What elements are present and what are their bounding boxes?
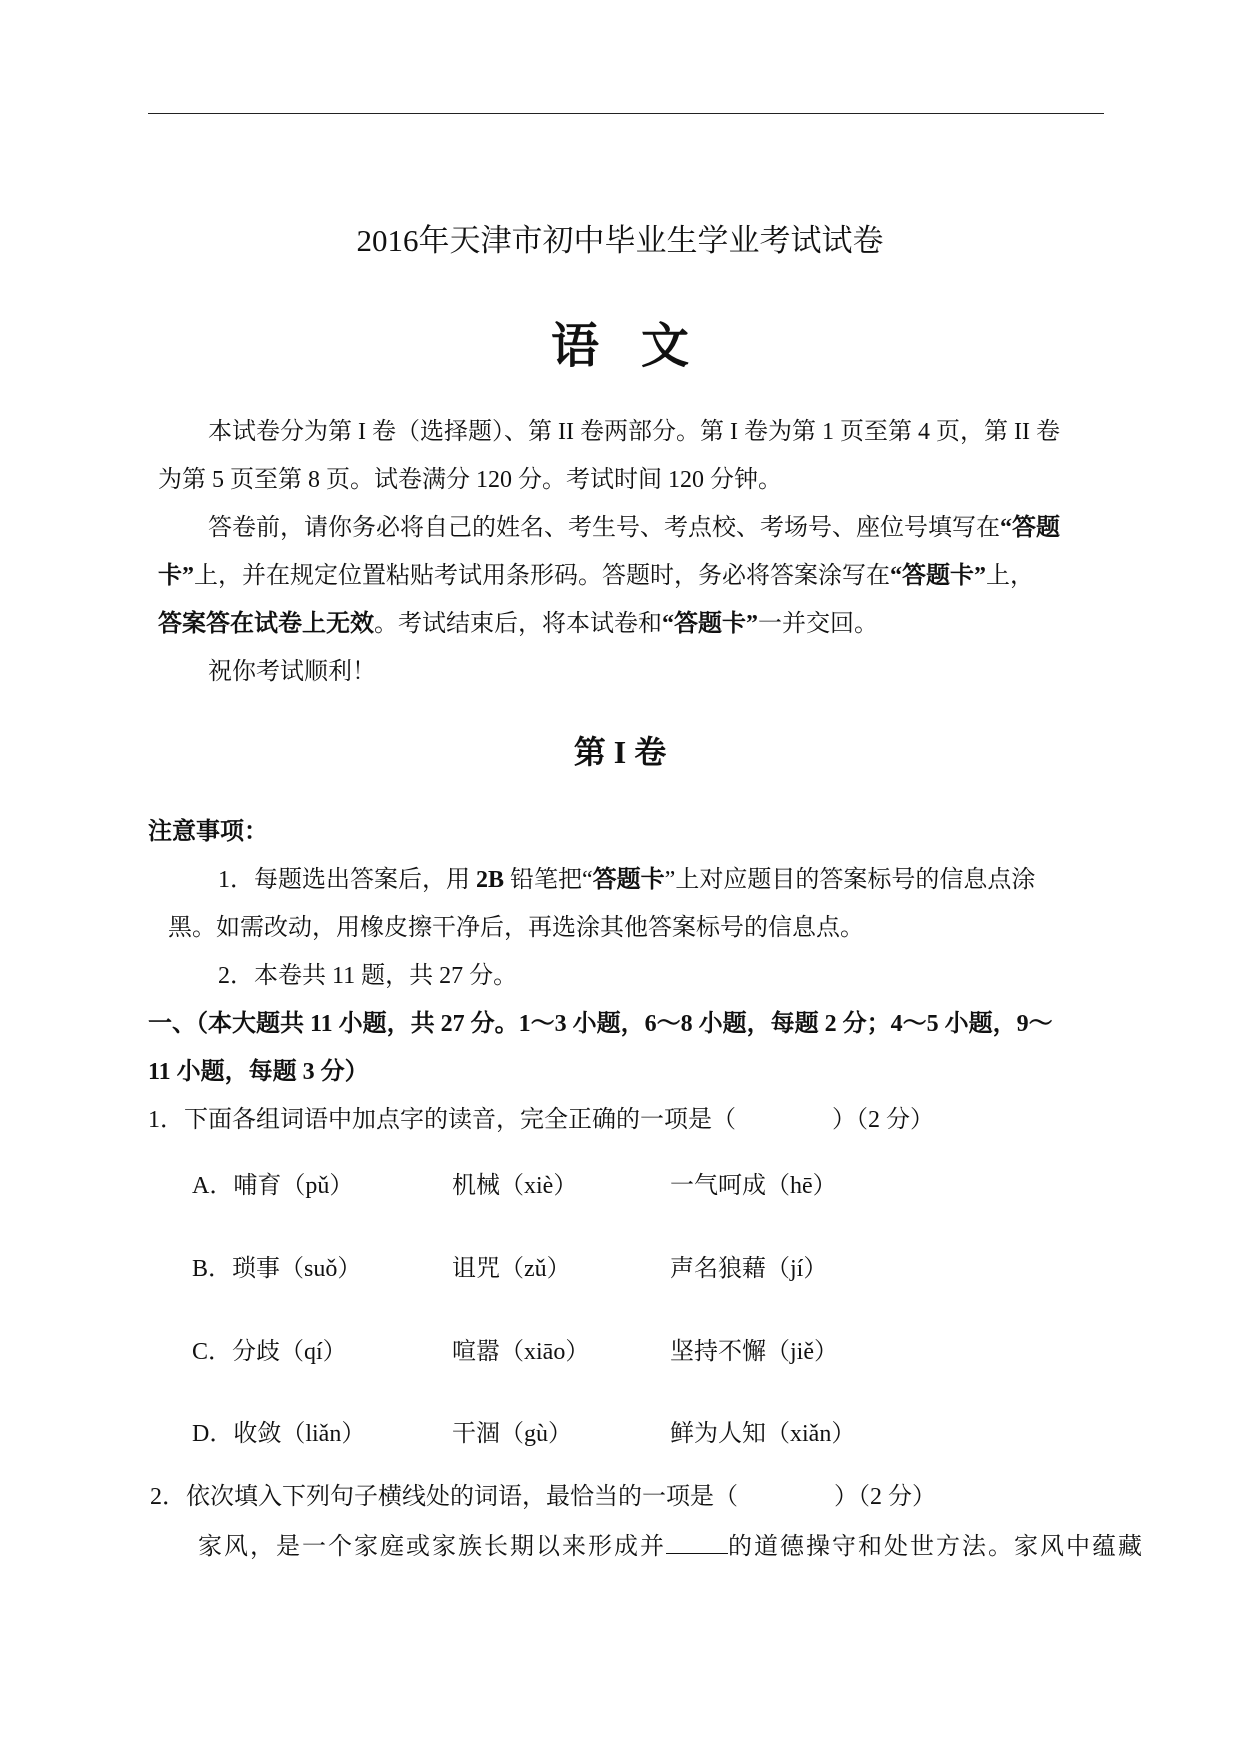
q1-option-c: C．分歧（qí） [192, 1339, 347, 1365]
header-rule [148, 113, 1104, 114]
q1-option-a-word2: 机械（xiè） [452, 1173, 578, 1199]
intro-wish: 祝你考试顺利！ [208, 659, 376, 685]
q1-option-d-word2: 干涸（gù） [452, 1421, 572, 1447]
volume-title: 第 I 卷 [573, 734, 667, 770]
question-2-passage-line1 [198, 1532, 1144, 1561]
section-1-header-line2: 11 小题，每题 3 分） [148, 1059, 369, 1085]
q1-option-a-word3: 一气呵成（hē） [670, 1173, 837, 1199]
intro-p2-text: 答卷前，请你务必将自己的姓名、考生号、考点校、考场号、座位号填写在 [208, 515, 1000, 541]
question-2-stem: 2．依次填入下列句子横线处的词语，最恰当的一项是（ ）（2 分） [150, 1484, 936, 1510]
pencil-type: 2B [476, 867, 505, 893]
section-1-header-line1: 一、（本大题共 11 小题，共 27 分。1～3 小题，6～8 小题，每题 2 分；4～5 小题，9～ [148, 1011, 1053, 1037]
notice-text: ”上对应题目的答案标号的信息点涂 [664, 867, 1036, 893]
notice-item-1-line2: 黑。如需改动，用橡皮擦干净后，再选涂其他答案标号的信息点。 [168, 915, 864, 941]
q1-option-b-word3: 声名狼藉（jí） [670, 1256, 828, 1282]
q1-option-c-word3: 坚持不懈（jiě） [670, 1339, 838, 1365]
q1-option-d-word3: 鲜为人知（xiǎn） [670, 1421, 856, 1447]
q1-option-b: B．琐事（suǒ） [192, 1256, 362, 1282]
intro-p2-text: 上， [986, 563, 1034, 589]
notice-item-2: 2．本卷共 11 题，共 27 分。 [218, 963, 518, 989]
answer-card-emphasis: “答题卡” [890, 563, 986, 589]
answer-card-emphasis: 答题卡 [592, 867, 665, 893]
q1-option-c-word2: 喧嚣（xiāo） [452, 1339, 590, 1365]
subject-title: 语文 [550, 320, 731, 373]
passage-text: 家风，是一个家庭或家族长期以来形成并 [198, 1532, 666, 1560]
fill-blank [666, 1533, 728, 1554]
intro-p2-text: 一并交回。 [758, 611, 878, 637]
intro-p1-line2: 为第 5 页至第 8 页。试卷满分 120 分。考试时间 120 分钟。 [158, 467, 782, 493]
exam-title: 2016年天津市初中毕业生学业考试试卷 [356, 223, 884, 258]
invalid-answer-emphasis: 答案答在试卷上无效 [158, 611, 374, 637]
intro-p2-line1 [208, 514, 1060, 543]
notice-text: 1．每题选出答案后，用 [218, 867, 476, 893]
notice-text: 铅笔把“ [504, 867, 593, 893]
intro-p1-line1: 本试卷分为第 I 卷（选择题）、第 II 卷两部分。第 I 卷为第 1 页至第 4 页，第 II 卷 [208, 419, 1060, 445]
question-1-stem: 1．下面各组词语中加点字的读音，完全正确的一项是（ ）（2 分） [148, 1107, 934, 1133]
intro-p2-text: 。考试结束后，将本试卷和 [374, 611, 662, 637]
answer-card-emphasis: “答题卡” [662, 611, 758, 637]
answer-card-emphasis: “答题 [1000, 515, 1060, 541]
notice-title: 注意事项： [148, 819, 268, 845]
q1-option-d: D．收敛（liǎn） [192, 1421, 366, 1447]
intro-p2-line2 [158, 562, 1034, 591]
intro-p2-text: 上，并在规定位置粘贴考试用条形码。答题时，务必将答案涂写在 [194, 563, 890, 589]
notice-item-1-line1 [218, 866, 1035, 895]
q1-option-a: A．哺育（pǔ） [192, 1173, 354, 1199]
answer-card-emphasis: 卡” [158, 563, 194, 589]
passage-text: 的道德操守和处世方法。家风中蕴藏 [728, 1532, 1144, 1560]
intro-p2-line3 [158, 610, 878, 639]
q1-option-b-word2: 诅咒（zǔ） [452, 1256, 571, 1282]
